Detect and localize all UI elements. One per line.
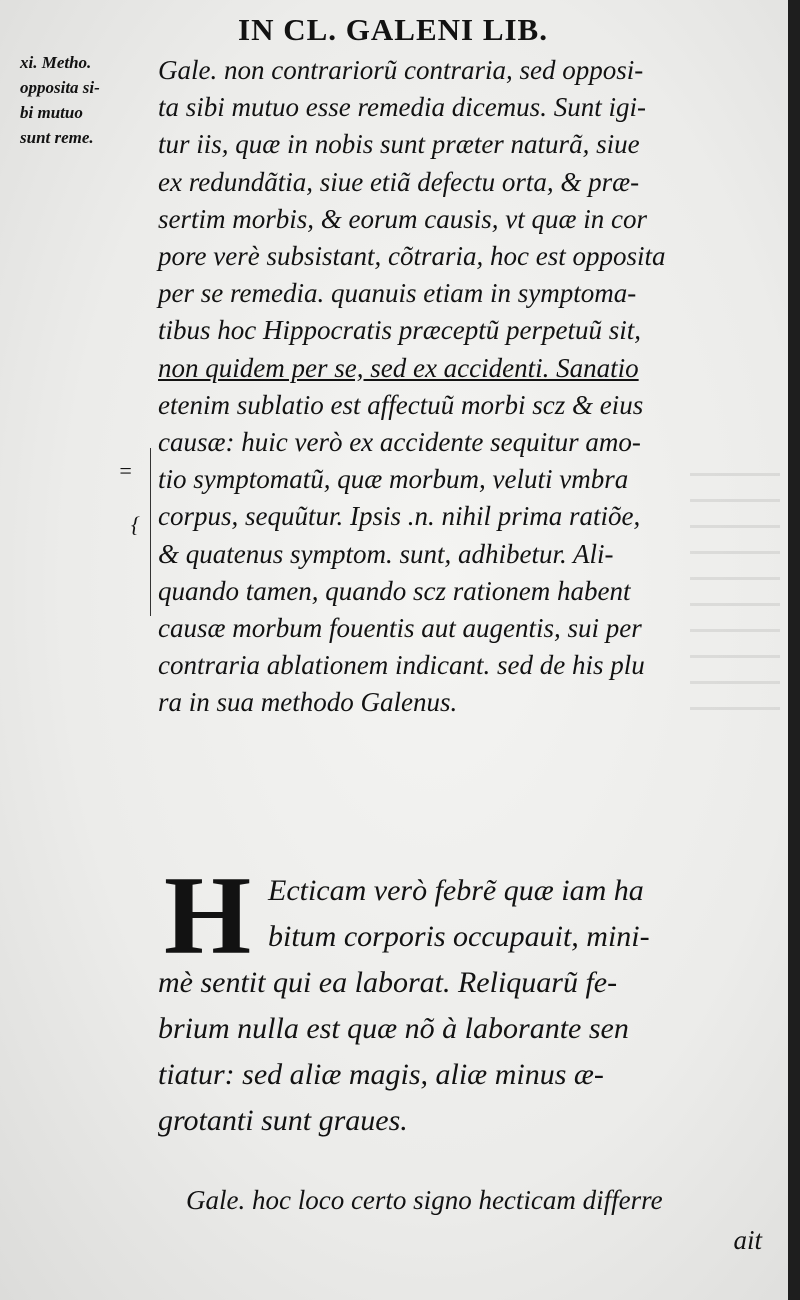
text-line: grotanti sunt graues. — [158, 1104, 408, 1137]
margin-note — [20, 50, 152, 150]
drop-cap: H — [164, 854, 252, 978]
handwritten-brace: { — [131, 512, 140, 537]
margin-note-line: xi. Metho. — [20, 53, 92, 72]
margin-rule — [150, 448, 151, 616]
commentary-paragraph-2 — [158, 1180, 770, 1260]
text-line: tibus hoc Hippocratis præceptũ perpetuũ sit, — [158, 315, 641, 346]
text-line: pore verè subsistant, cõtraria, hoc est opposita — [158, 241, 666, 272]
text-line: causæ morbum fouentis aut augentis, sui per — [158, 613, 642, 644]
text-line-underlined: non quidem per se, sed ex accidenti. Sanatio — [158, 352, 639, 383]
text-line: Gale. hoc loco certo signo hecticam differre — [186, 1185, 663, 1215]
text-line: etenim sublatio est affectuũ morbi scz & eius — [158, 389, 644, 420]
text-line: & quatenus symptom. sunt, adhibetur. Ali- — [158, 538, 614, 569]
text-line: tur iis, quæ in nobis sunt præter naturã, siue — [158, 129, 640, 160]
text-line: causæ: huic verò ex accidente sequitur amo- — [158, 427, 641, 458]
text-line: ra in sua methodo Galenus. — [158, 687, 458, 718]
margin-note-line: sunt reme. — [20, 128, 94, 147]
text-line: ta sibi mutuo esse remedia dicemus. Sunt igi- — [158, 92, 646, 123]
text-line: per se remedia. quanuis etiam in symptoma- — [158, 278, 637, 309]
text-line: contraria ablationem indicant. sed de his plu — [158, 650, 645, 681]
text-line: corpus, sequũtur. Ipsis .n. nihil prima ratiõe, — [158, 501, 641, 532]
aphorism-paragraph — [158, 868, 770, 1144]
text-line: brium nulla est quæ nõ à laborante sen — [158, 1012, 629, 1045]
text-line: bitum corporis occupauit, mini- — [268, 920, 650, 953]
page-edge — [788, 0, 800, 1300]
handwritten-mark: = — [118, 458, 133, 483]
text-line: ex redundãtia, siue etiã defectu orta, & præ- — [158, 166, 640, 197]
text-line: quando tamen, quando scz rationem habent — [158, 575, 631, 606]
text-line: mè sentit qui ea laborat. Reliquarũ fe- — [158, 966, 618, 999]
margin-note-line: opposita si- — [20, 78, 100, 97]
commentary-paragraph — [158, 52, 770, 722]
text-line: sertim morbis, & eorum causis, vt quæ in cor — [158, 203, 647, 234]
text-line: tio symptomatũ, quæ morbum, veluti vmbra — [158, 464, 629, 495]
margin-note-line: bi mutuo — [20, 103, 83, 122]
text-line: tiatur: sed aliæ magis, aliæ minus æ- — [158, 1058, 604, 1091]
text-line: Gale. non contrariorũ contraria, sed opposi- — [158, 55, 644, 85]
text-line: Ecticam verò febrẽ quæ iam ha — [268, 874, 644, 907]
catchword: ait — [733, 1225, 762, 1255]
running-title: IN CL. GALENI LIB. — [238, 12, 548, 47]
